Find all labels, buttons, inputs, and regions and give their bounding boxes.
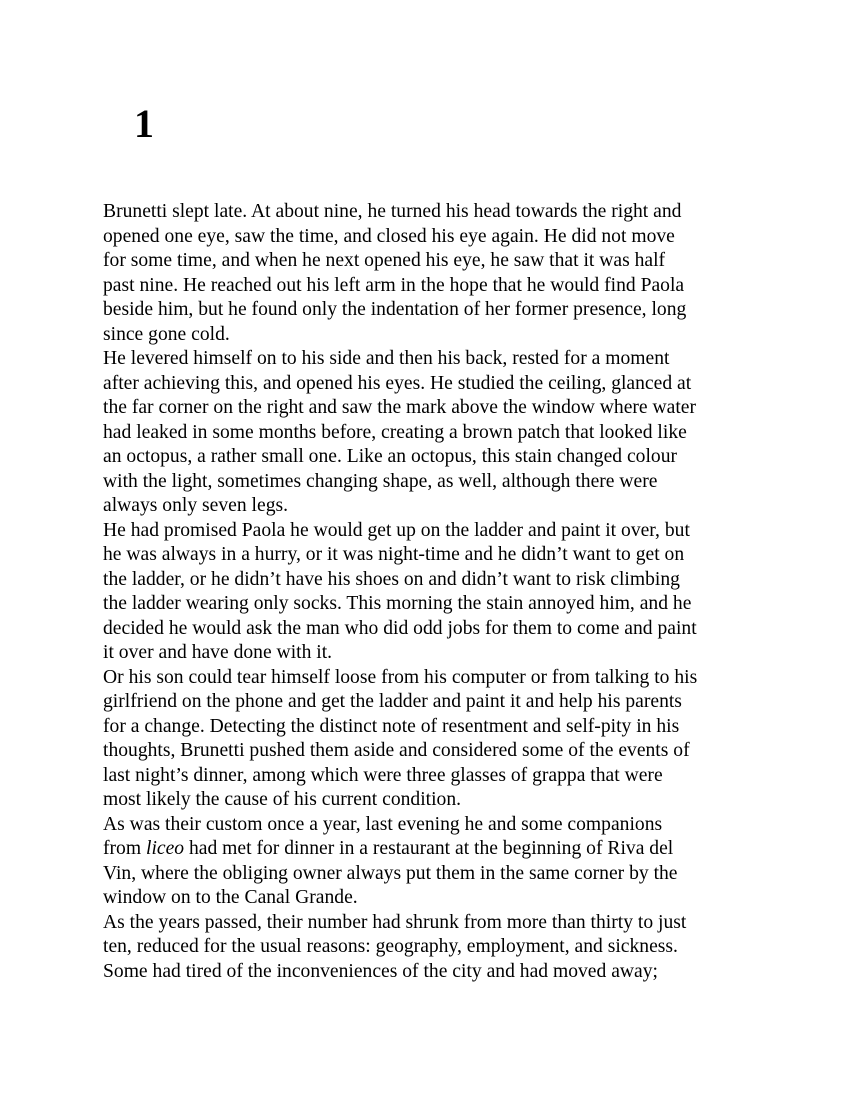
paragraph-3 xyxy=(103,519,763,666)
paragraph-4 xyxy=(103,666,763,813)
text-line: for a change. Detecting the distinct note of resentment and self-pity in his xyxy=(103,715,680,737)
text-line: window on to the Canal Grande. xyxy=(103,887,358,908)
text-line: Vin, where the obliging owner always put them in the same corner by the xyxy=(103,862,678,884)
paragraph-1 xyxy=(103,200,763,347)
text-line xyxy=(103,838,673,859)
paragraph-2 xyxy=(103,347,763,519)
text-line: for some time, and when he next opened his eye, he saw that it was half xyxy=(103,250,666,271)
text-line: the ladder, or he didn’t have his shoes on and didn’t want to risk climbing xyxy=(103,568,680,590)
text-line: As was their custom once a year, last evening he and some companions xyxy=(103,813,663,835)
text-line: after achieving this, and opened his eyes. He studied the ceiling, glanced at xyxy=(103,372,692,394)
text-line: it over and have done with it. xyxy=(103,642,333,663)
text-line: an octopus, a rather small one. Like an octopus, this stain changed colour xyxy=(103,446,678,467)
text-line: He levered himself on to his side and then his back, rested for a moment xyxy=(103,348,670,369)
text-line: ten, reduced for the usual reasons: geography, employment, and sickness. xyxy=(103,936,678,957)
text-line: decided he would ask the man who did odd jobs for them to come and paint xyxy=(103,617,697,639)
text-line: with the light, sometimes changing shape, as well, although there were xyxy=(103,470,658,492)
text-line: always only seven legs. xyxy=(103,495,289,516)
text-fragment: had met for dinner in a restaurant at the beginning of Riva del xyxy=(184,838,674,859)
text-line: he was always in a hurry, or it was night-time and he didn’t want to get on xyxy=(103,544,685,565)
italic-term: liceo xyxy=(146,838,185,859)
text-line: last night’s dinner, among which were three glasses of grappa that were xyxy=(103,764,663,786)
paragraph-6 xyxy=(103,911,763,985)
text-line: most likely the cause of his current condition. xyxy=(103,789,462,810)
text-line: since gone cold. xyxy=(103,323,230,345)
text-line: Some had tired of the inconveniences of the city and had moved away; xyxy=(103,960,658,982)
text-line: past nine. He reached out his left arm in the hope that he would find Paola xyxy=(103,274,685,296)
text-fragment: from xyxy=(103,838,146,859)
text-line: Or his son could tear himself loose from his computer or from talking to his xyxy=(103,666,698,688)
text-line: the ladder wearing only socks. This morning the stain annoyed him, and he xyxy=(103,593,692,614)
text-line: thoughts, Brunetti pushed them aside and considered some of the events of xyxy=(103,740,690,761)
chapter-body xyxy=(103,200,763,984)
chapter-number: 1 xyxy=(134,101,154,146)
text-line: Brunetti slept late. At about nine, he turned his head towards the right and xyxy=(103,201,682,222)
text-line: opened one eye, saw the time, and closed his eye again. He did not move xyxy=(103,225,675,247)
text-line: the far corner on the right and saw the mark above the window where water xyxy=(103,397,697,418)
text-line: had leaked in some months before, creating a brown patch that looked like xyxy=(103,421,687,443)
text-line: beside him, but he found only the indentation of her former presence, long xyxy=(103,299,687,320)
text-line: girlfriend on the phone and get the ladder and paint it and help his parents xyxy=(103,691,682,712)
text-line: He had promised Paola he would get up on the ladder and paint it over, but xyxy=(103,519,690,541)
paragraph-5 xyxy=(103,813,763,911)
text-line: As the years passed, their number had shrunk from more than thirty to just xyxy=(103,911,687,933)
